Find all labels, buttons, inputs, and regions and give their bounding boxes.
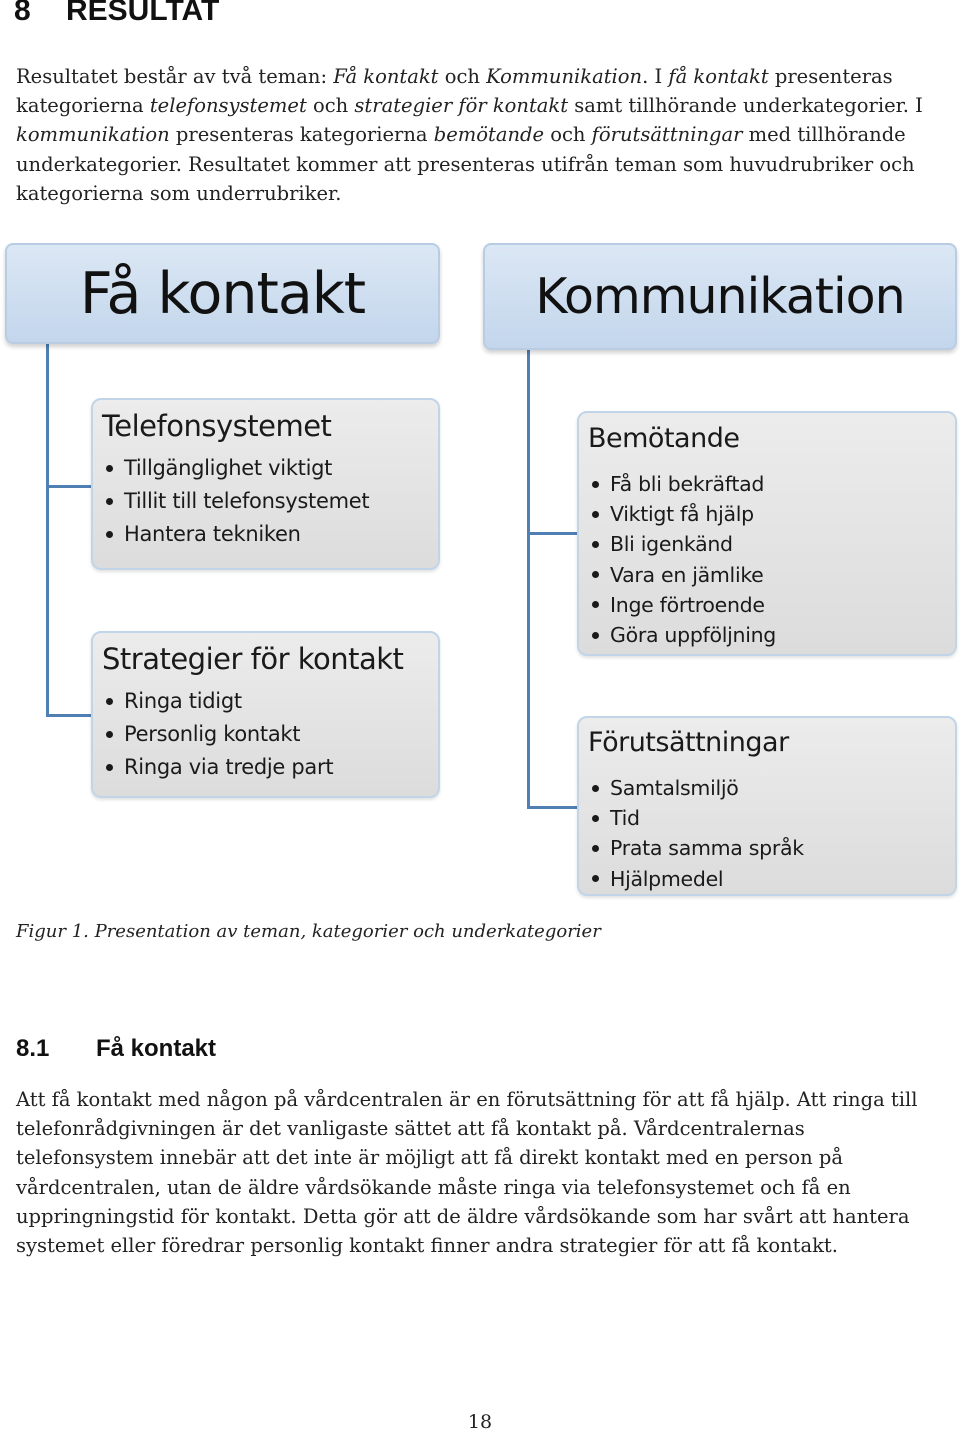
subcategory-item: Tid (588, 803, 947, 833)
bullet-icon (106, 465, 113, 472)
bullet-icon (106, 698, 113, 705)
connector-right-branch-1 (527, 532, 577, 535)
subcategory-item: Viktigt få hjälp (588, 499, 947, 529)
category-title: Förutsättningar (588, 727, 789, 758)
page-number: 18 (467, 1411, 493, 1433)
category-box-forutsattningar (577, 716, 957, 896)
subcategory-list (588, 469, 947, 650)
chapter-title: RESULTAT (66, 0, 220, 27)
theme-title: Få kontakt (79, 260, 366, 327)
subcategory-item: Ringa via tredje part (102, 751, 430, 784)
subcategory-item: Bli igenkänd (588, 529, 947, 559)
subcategory-list (102, 452, 430, 551)
subcategory-item: Inge förtroende (588, 590, 947, 620)
subcategory-item: Ringa tidigt (102, 685, 430, 718)
category-box-strategier (91, 631, 440, 798)
bullet-icon (592, 601, 599, 608)
connector-left-vertical (46, 344, 49, 716)
connector-left-branch-2 (46, 714, 91, 717)
subcategory-item: Samtalsmiljö (588, 773, 947, 803)
connector-left-branch-1 (46, 485, 91, 488)
subcategory-list (102, 685, 430, 784)
subcategory-item: Personlig kontakt (102, 718, 430, 751)
intro-paragraph: Resultatet består av två teman: Få kontakt och Kommunikation. I få kontakt presenteras kategorierna telefonsystemet och strategier för kontakt samt tillhörande underkategorier. I kommunikation presenteras kategorierna bemötande och förutsättningar med tillhörande underkategorier. Resultatet kommer att presenteras utifrån teman som huvudrubriker och kategorierna som underrubriker. (16, 65, 923, 205)
subcategory-item: Tillgänglighet viktigt (102, 452, 430, 485)
connector-right-vertical (527, 350, 530, 809)
bullet-icon (106, 531, 113, 538)
theme-box-kommunikation (483, 243, 957, 350)
subcategory-item: Hantera tekniken (102, 518, 430, 551)
bullet-icon (592, 845, 599, 852)
bullet-icon (592, 632, 599, 639)
figure-caption: Figur 1. Presentation av teman, kategorier och underkategorier (16, 921, 601, 942)
section-heading (16, 1035, 216, 1063)
theme-box-fa-kontakt (5, 243, 440, 344)
subcategory-list (588, 773, 947, 894)
bullet-icon (106, 764, 113, 771)
bullet-icon (592, 875, 599, 882)
bullet-icon (106, 731, 113, 738)
category-box-telefonsystemet (91, 398, 440, 570)
subcategory-item: Tillit till telefonsystemet (102, 485, 430, 518)
category-title: Telefonsystemet (102, 409, 332, 443)
section-title: Få kontakt (96, 1035, 217, 1062)
section-number: 8.1 (16, 1035, 50, 1062)
subcategory-item: Hjälpmedel (588, 864, 947, 894)
subcategory-item: Få bli bekräftad (588, 469, 947, 499)
chapter-heading (14, 0, 219, 28)
subcategory-item: Prata samma språk (588, 833, 947, 863)
category-title: Strategier för kontakt (102, 642, 404, 676)
bullet-icon (592, 815, 599, 822)
subcategory-item: Göra uppföljning (588, 620, 947, 650)
bullet-icon (106, 498, 113, 505)
subcategory-item: Vara en jämlike (588, 560, 947, 590)
connector-right-branch-2 (527, 806, 577, 809)
bullet-icon (592, 785, 599, 792)
theme-title: Kommunikation (535, 268, 905, 325)
category-box-bemotande (577, 411, 957, 656)
bullet-icon (592, 481, 599, 488)
bullet-icon (592, 571, 599, 578)
bullet-icon (592, 511, 599, 518)
section-paragraph: Att få kontakt med någon på vårdcentralen är en förutsättning för att få hjälp. Att ringa till telefonrådgivningen är det vanligaste sättet att få kontakt på. Vårdcentralernas telefonsystem innebär att det inte är möjligt att få direkt kontakt med en person på vårdcentralen, utan de äldre vårdsökande måste ringa via telefonsystemet och få en uppringningstid för kontakt. Detta gör att de äldre vårdsökande som har svårt att hantera systemet eller föredrar personlig kontakt finner andra strategier för att få kontakt. (16, 1088, 918, 1258)
chapter-number: 8 (14, 0, 31, 27)
bullet-icon (592, 541, 599, 548)
category-title: Bemötande (588, 423, 740, 454)
